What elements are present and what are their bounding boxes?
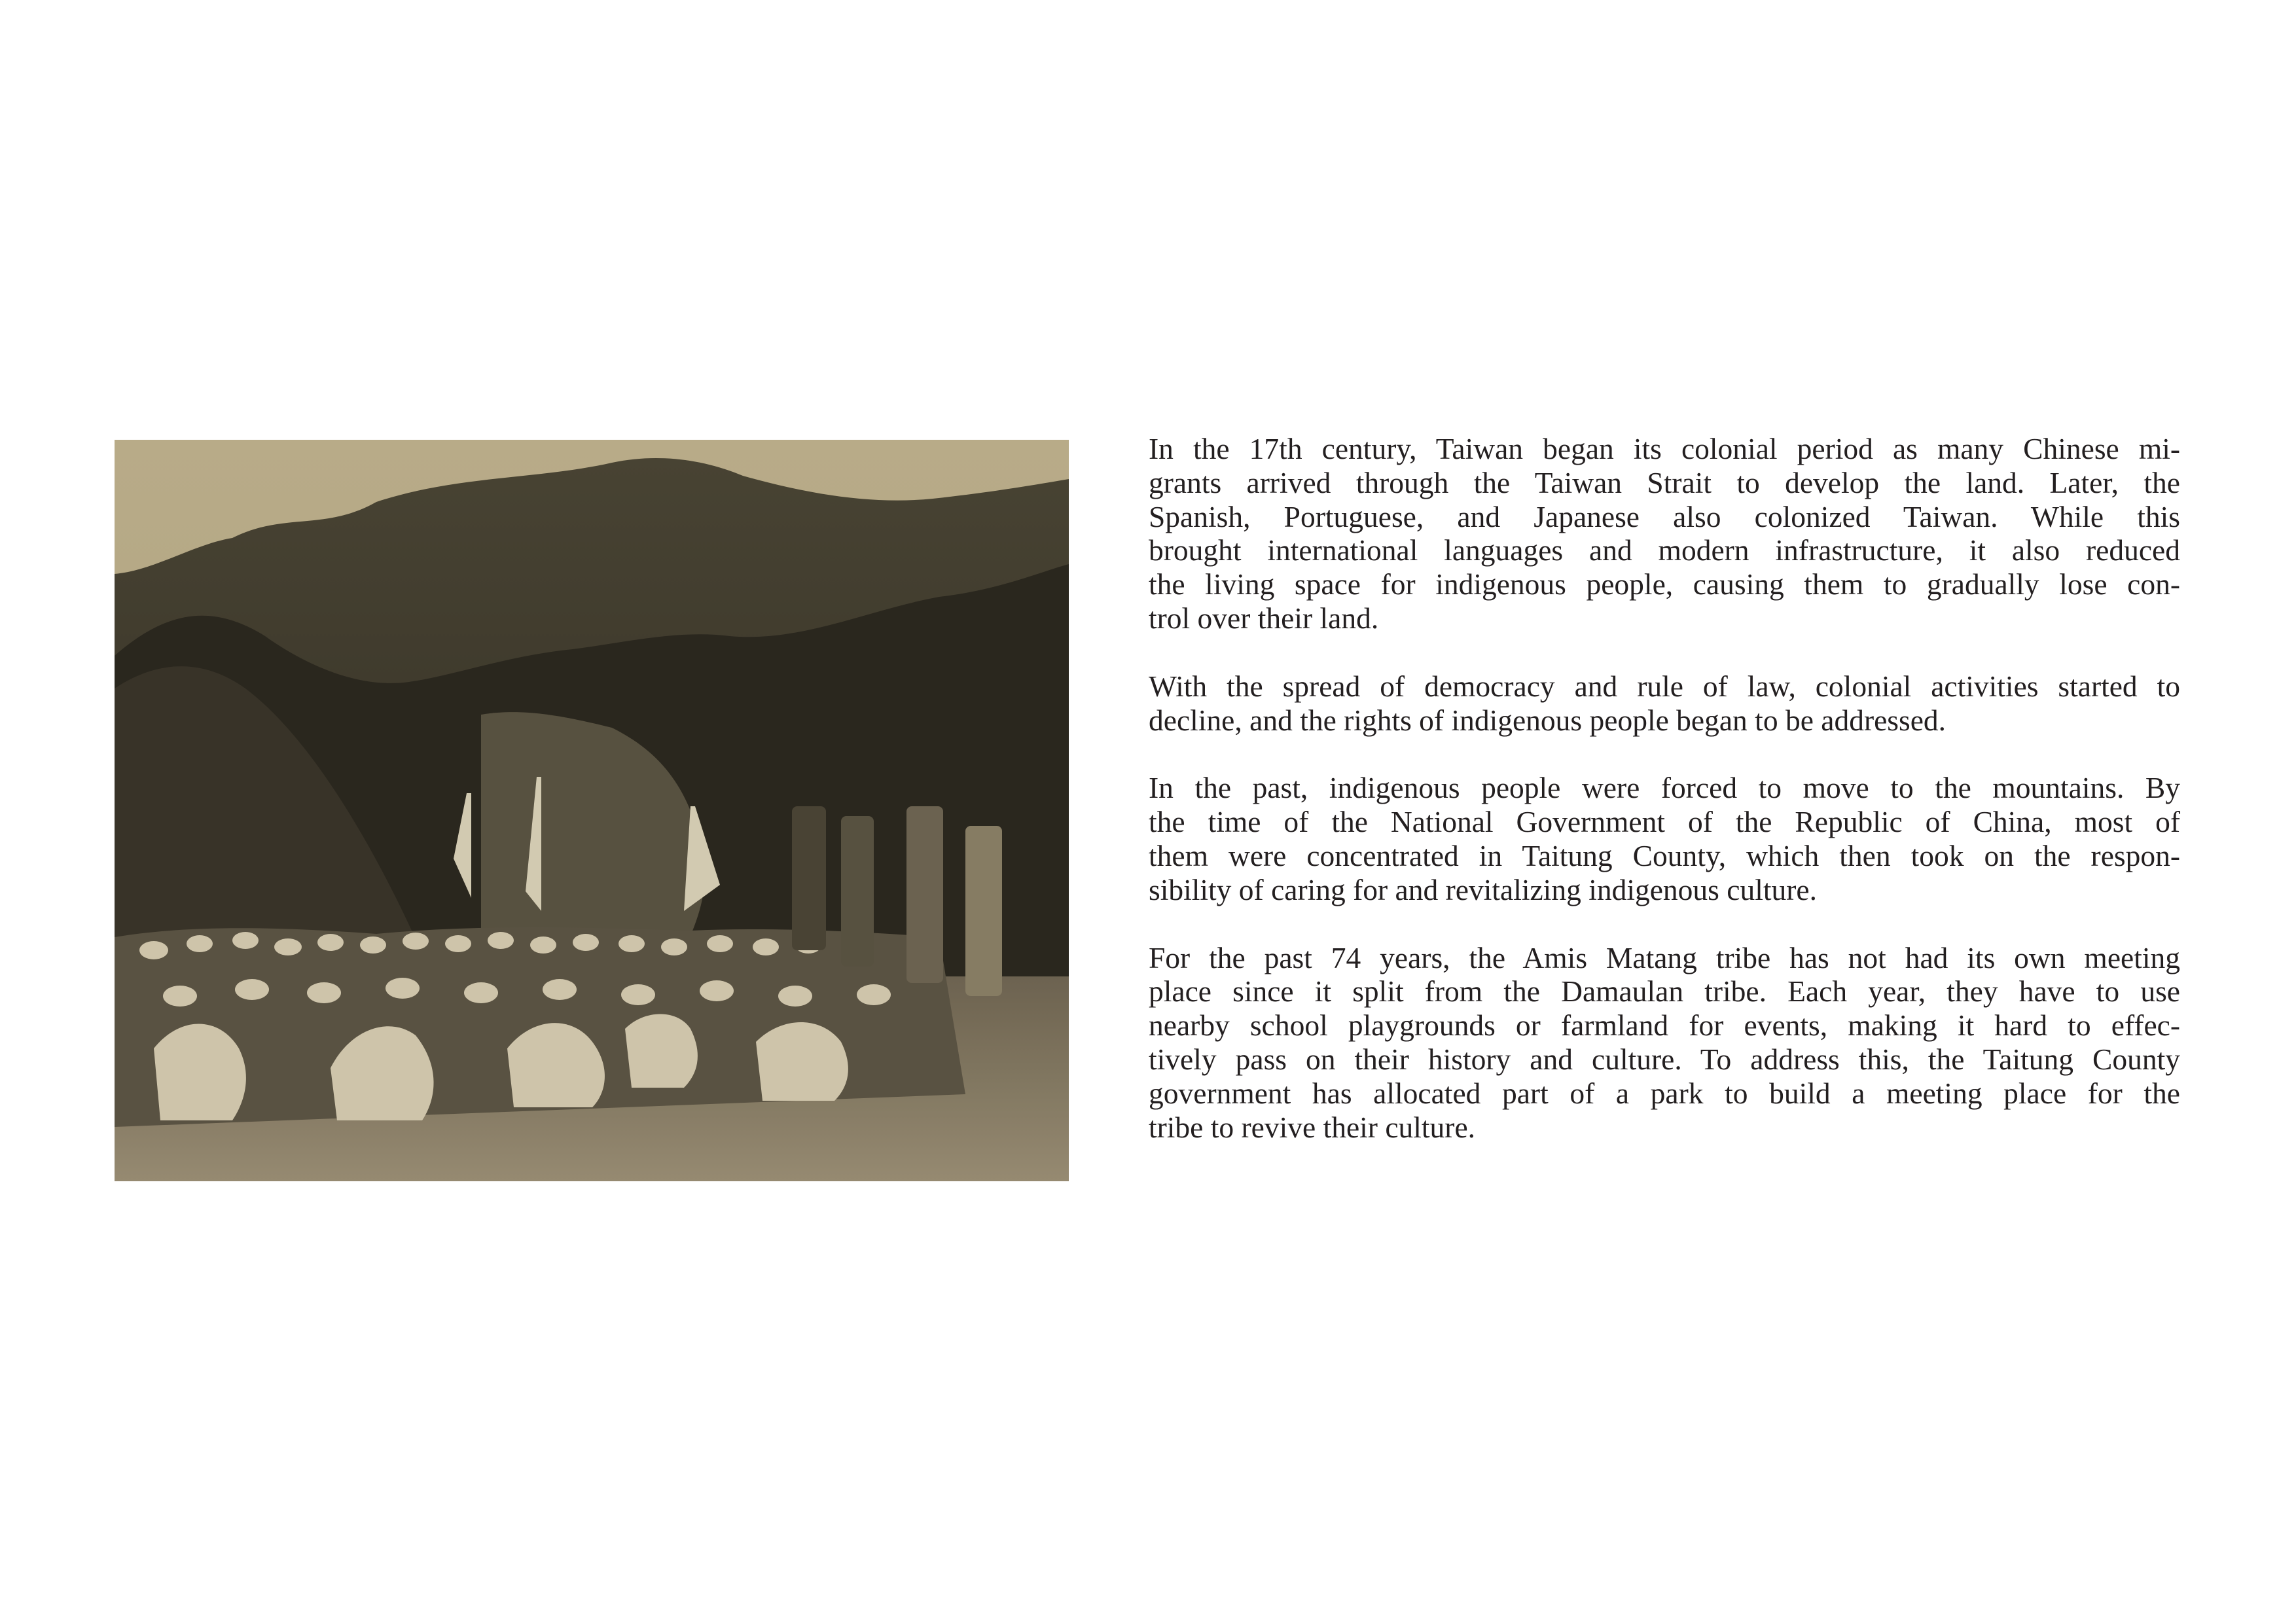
text-line: In the 17th century, Taiwan began its colonial period as many Chinese mi- [1149, 432, 2180, 465]
text-line: brought international languages and modern infrastructure, it also reduced [1149, 533, 2180, 567]
paragraph-matang-tribe [1149, 941, 2180, 1145]
paragraph-democracy [1149, 669, 2180, 738]
text-line: the time of the National Government of the Republic of China, most of [1149, 805, 2180, 839]
text-line: Spanish, Portuguese, and Japanese also colonized Taiwan. While this [1149, 499, 2180, 533]
text-line: In the past, indigenous people were forced to move to the mountains. By [1149, 771, 2180, 805]
text-line: grants arrived through the Taiwan Strait to develop the land. Later, the [1149, 465, 2180, 499]
paragraph-taitung-county [1149, 771, 2180, 906]
text-line: tively pass on their history and culture. To address this, the Taitung County [1149, 1042, 2180, 1076]
text-line: For the past 74 years, the Amis Matang tribe has not had its own meeting [1149, 940, 2180, 974]
text-line: nearby school playgrounds or farmland for events, making it hard to effec- [1149, 1008, 2180, 1043]
film-grain [115, 440, 1069, 1181]
historical-photo [115, 440, 1069, 1181]
text-line: sibility of caring for and revitalizing indigenous culture. [1149, 872, 1817, 906]
paragraph-colonial-history [1149, 432, 2180, 635]
photo-scene [115, 440, 1069, 1181]
historical-photo-illustration [115, 440, 1069, 1181]
text-line: place since it split from the Damaulan tribe. Each year, they have to use [1149, 974, 2180, 1008]
text-line: trol over their land. [1149, 601, 1379, 635]
text-line: tribe to revive their culture. [1149, 1110, 1476, 1144]
text-line: decline, and the rights of indigenous people began to be addressed. [1149, 703, 1946, 737]
text-line: them were concentrated in Taitung County, which then took on the respon- [1149, 838, 2180, 872]
text-line: With the spread of democracy and rule of law, colonial activities started to [1149, 669, 2180, 703]
body-text [1149, 432, 2180, 1178]
text-line: the living space for indigenous people, causing them to gradually lose con- [1149, 567, 2180, 601]
text-line: government has allocated part of a park to build a meeting place for the [1149, 1076, 2180, 1110]
